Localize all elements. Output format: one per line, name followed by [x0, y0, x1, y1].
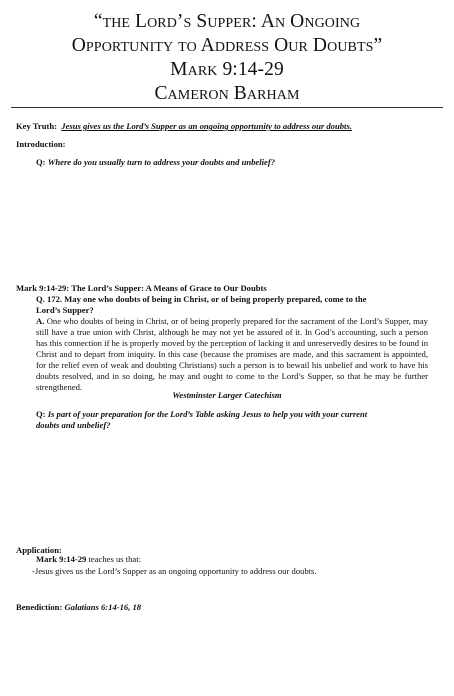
key-truth-label: Key Truth:	[16, 121, 57, 131]
section-question-text: Is part of your preparation for the Lord’s Table asking Jesus to help you with your current	[47, 409, 368, 419]
key-truth-text: Jesus gives us the Lord’s Supper as an ongoing opportunity to address our doubts.	[61, 121, 352, 131]
scripture-reference-title	[0, 58, 454, 82]
section-question-line-2: doubts and unbelief?	[36, 420, 111, 430]
benediction-line	[16, 602, 141, 613]
introduction-q-label: Q:	[36, 157, 46, 167]
introduction-question	[36, 157, 275, 168]
benediction-label: Benediction:	[16, 602, 63, 612]
catechism-answer-label: A.	[36, 316, 45, 326]
section-heading: Mark 9:14-29: The Lord’s Supper: A Means of Grace to Our Doubts	[16, 283, 267, 293]
catechism-question-line-1: Q. 172. May one who doubts of being in Christ, or of being properly prepared, come to the	[36, 294, 367, 304]
application-point: -Jesus gives us the Lord’s Supper as an ongoing opportunity to address our doubts.	[32, 566, 317, 576]
introduction-heading: Introduction:	[16, 139, 66, 149]
section-question-line-1	[36, 409, 367, 420]
catechism-answer-text: One who doubts of being in Christ, or of being properly prepared for the sacrament of the Lord’s Supper, may still have a true union with Christ, although he may not yet be assured of it. In God’s accounting, such a person has this connection if he is properly moved by the perception of lacking it and unreservedly desires to be found in Christ and to depart from iniquity. In this case (because the promises are made, and this sacrament is appointed, for the relief even of weak and doubting Christians) such a person is to bewail his unbelief and work to have his doubts resolved, and in so doing, he may and ought to come to the Lord’s Supper, so that he may be further strengthened.	[36, 316, 428, 392]
section-q-label: Q:	[36, 409, 46, 419]
application-ref-suffix: teaches us that:	[86, 554, 142, 564]
benediction-ref: Galatians 6:14-16, 18	[64, 602, 142, 612]
scripture-title-rest: ark 9:14-29	[187, 59, 284, 80]
page-title-line-1: “the Lord’s Supper: An Ongoing	[93, 11, 361, 32]
application-reference	[36, 554, 141, 565]
scripture-title-initial: M	[170, 59, 188, 80]
page-title-line-2: Opportunity to Address Our Doubts”	[71, 35, 383, 56]
header-divider	[11, 107, 443, 108]
speaker-name: Cameron Barham	[154, 83, 300, 104]
catechism-answer	[36, 316, 428, 393]
application-heading: Application:	[16, 545, 62, 555]
application-ref: Mark 9:14-29	[36, 554, 87, 564]
key-truth-line	[16, 121, 352, 132]
catechism-question-line-2: Lord’s Supper?	[36, 305, 94, 315]
introduction-question-text: Where do you usually turn to address your doubts and unbelief?	[47, 157, 275, 167]
catechism-citation: Westminster Larger Catechism	[172, 390, 282, 400]
